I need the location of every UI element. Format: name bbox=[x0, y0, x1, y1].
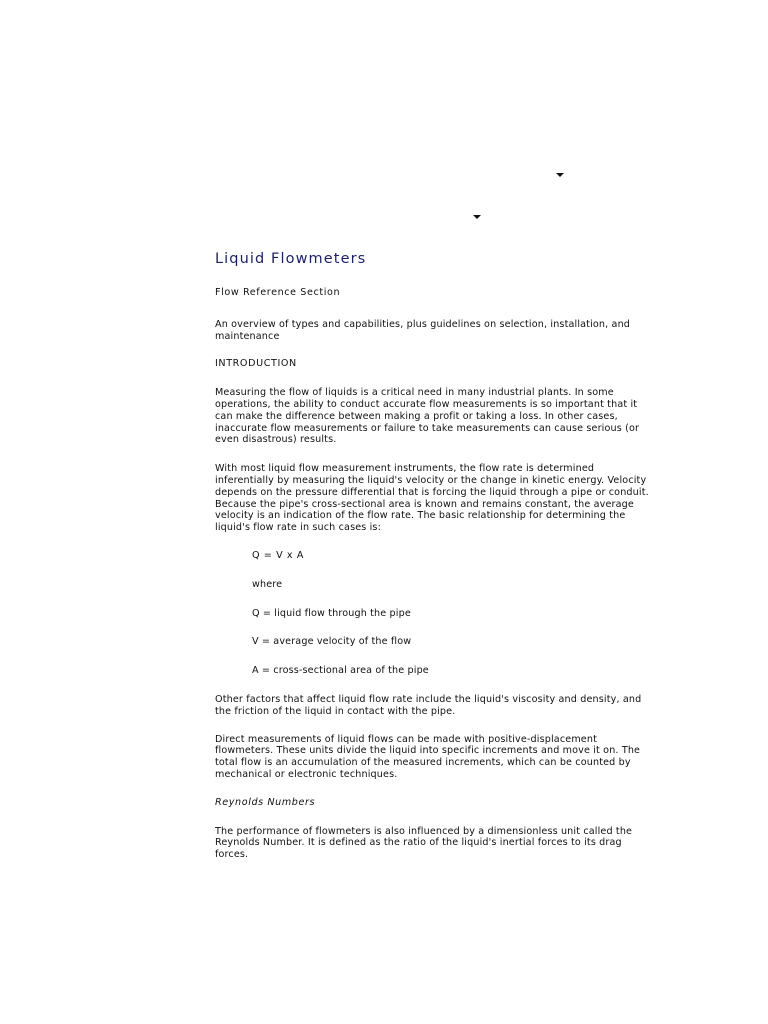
factors-paragraph: Other factors that affect liquid flow rate include the liquid's viscosity and density, and the friction of the liquid in contact with the pipe. bbox=[215, 693, 642, 717]
intro-paragraph-1: Measuring the flow of liquids is a critical need in many industrial plants. In some operations, the ability to conduct accurate flow measurements is so important that it can make the difference between making a profit or taking a loss. In other cases, inaccurate flow measurements or failure to take measurements can cause serious (or even disastrous) results. bbox=[215, 387, 640, 446]
reynolds-subheading: Reynolds Numbers bbox=[215, 796, 316, 808]
flow-equation: Q = V x A bbox=[252, 549, 304, 561]
down-arrow-icon bbox=[473, 215, 481, 219]
document-summary: An overview of types and capabilities, plus guidelines on selection, installation, and maintenance bbox=[215, 318, 631, 342]
equation-definition-a: A = cross-sectional area of the pipe bbox=[252, 665, 429, 677]
equation-definition-q: Q = liquid flow through the pipe bbox=[252, 607, 411, 619]
section-label: Flow Reference Section bbox=[215, 287, 341, 298]
equation-definition-v: V = average velocity of the flow bbox=[252, 636, 412, 648]
document-title: Liquid Flowmeters bbox=[215, 251, 367, 267]
intro-paragraph-2: With most liquid flow measurement instruments, the flow rate is determined inferentially by measuring the liquid's velocity or the change in kinetic energy. Velocity depends on the pressure differential that is forcing the liquid through a pipe or conduit. Because the pipe's cross-sectional area is known and remains constant, the average velocity is an indication of the flow rate. The basic relationship for determining the liquid's flow rate in such cases is: bbox=[215, 463, 649, 534]
document-content bbox=[215, 249, 655, 861]
reynolds-paragraph: The performance of flowmeters is also influenced by a dimensionless unit called the Reynolds Number. It is defined as the ratio of the liquid's inertial forces to its drag forces. bbox=[215, 825, 633, 861]
equation-where-label: where bbox=[252, 578, 283, 590]
direct-measurement-paragraph: Direct measurements of liquid flows can be made with positive-displacement flowmeters. These units divide the liquid into specific increments and move it on. The total flow is an accumulation of the measured increments, which can be counted by mechanical or electronic techniques. bbox=[215, 733, 641, 780]
introduction-heading: INTRODUCTION bbox=[215, 358, 297, 370]
down-arrow-icon bbox=[556, 173, 564, 177]
